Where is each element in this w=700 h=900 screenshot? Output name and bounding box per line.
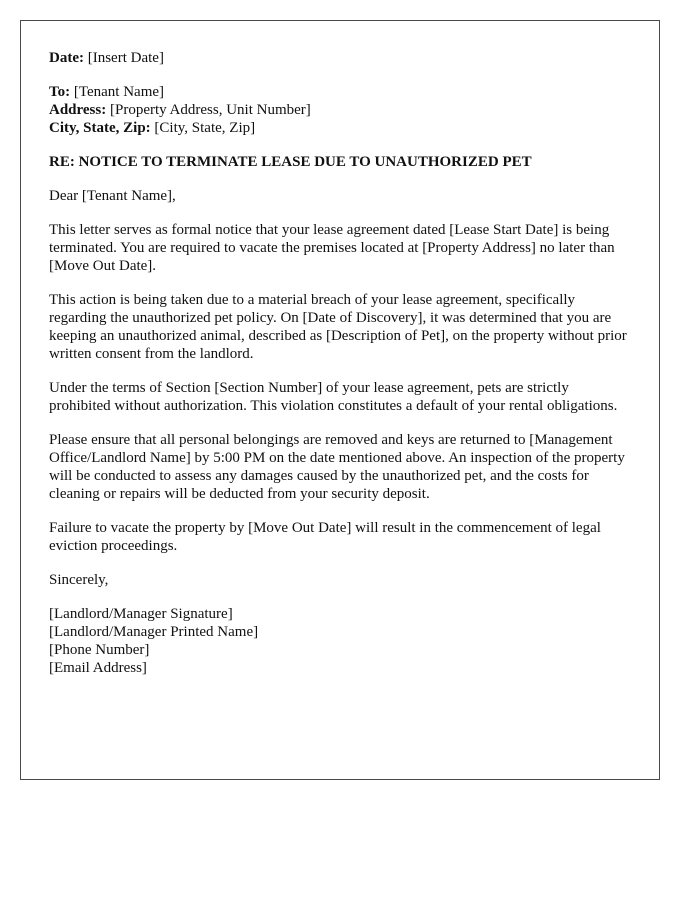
letter-page [20,20,660,780]
address-value: [Property Address, Unit Number] [109,102,311,118]
date-value: [Insert Date] [87,50,164,66]
date-line [49,49,631,67]
date-label: Date: [49,50,84,66]
city-state-zip-label: City, State, Zip: [49,120,151,136]
body-paragraph-3: Under the terms of Section [Section Number] of your lease agreement, pets are strictly prohibited without authorization. This violation constitutes a default of your rental obligations. [49,380,618,414]
body-paragraph-2: This action is being taken due to a material breach of your lease agreement, specifically regarding the unauthorized pet policy. On [Date of Discovery], it was determined that you are keeping an unauthorized animal, described as [Description of Pet], on the property without prior written consent from the landlord. [49,292,627,362]
signature-line: [Landlord/Manager Signature] [49,606,233,622]
city-state-zip-value: [City, State, Zip] [154,120,256,136]
to-value: [Tenant Name] [73,84,165,100]
subject-line: RE: NOTICE TO TERMINATE LEASE DUE TO UNAUTHORIZED PET [49,154,532,170]
printed-name-line: [Landlord/Manager Printed Name] [49,624,259,640]
phone-number-line: [Phone Number] [49,642,150,658]
body-paragraph-4: Please ensure that all personal belongings are removed and keys are returned to [Management Office/Landlord Name] by 5:00 PM on the date mentioned above. An inspection of the property will be conducted to assess any damages caused by the unauthorized pet, and the costs for cleaning or repairs will be deducted from your security deposit. [49,432,625,502]
address-label: Address: [49,102,107,118]
email-address-line: [Email Address] [49,660,147,676]
to-line [49,83,631,101]
body-paragraph-5: Failure to vacate the property by [Move Out Date] will result in the commencement of legal eviction proceedings. [49,520,601,554]
city-state-zip-line [49,119,631,137]
body-paragraph-1: This letter serves as formal notice that your lease agreement dated [Lease Start Date] is being terminated. You are required to vacate the premises located at [Property Address] no later than [Move Out Date]. [49,222,615,274]
recipient-block [49,83,631,137]
salutation: Dear [Tenant Name], [49,188,176,204]
to-label: To: [49,84,71,100]
signature-block [49,605,631,677]
address-line [49,101,631,119]
closing: Sincerely, [49,572,109,588]
